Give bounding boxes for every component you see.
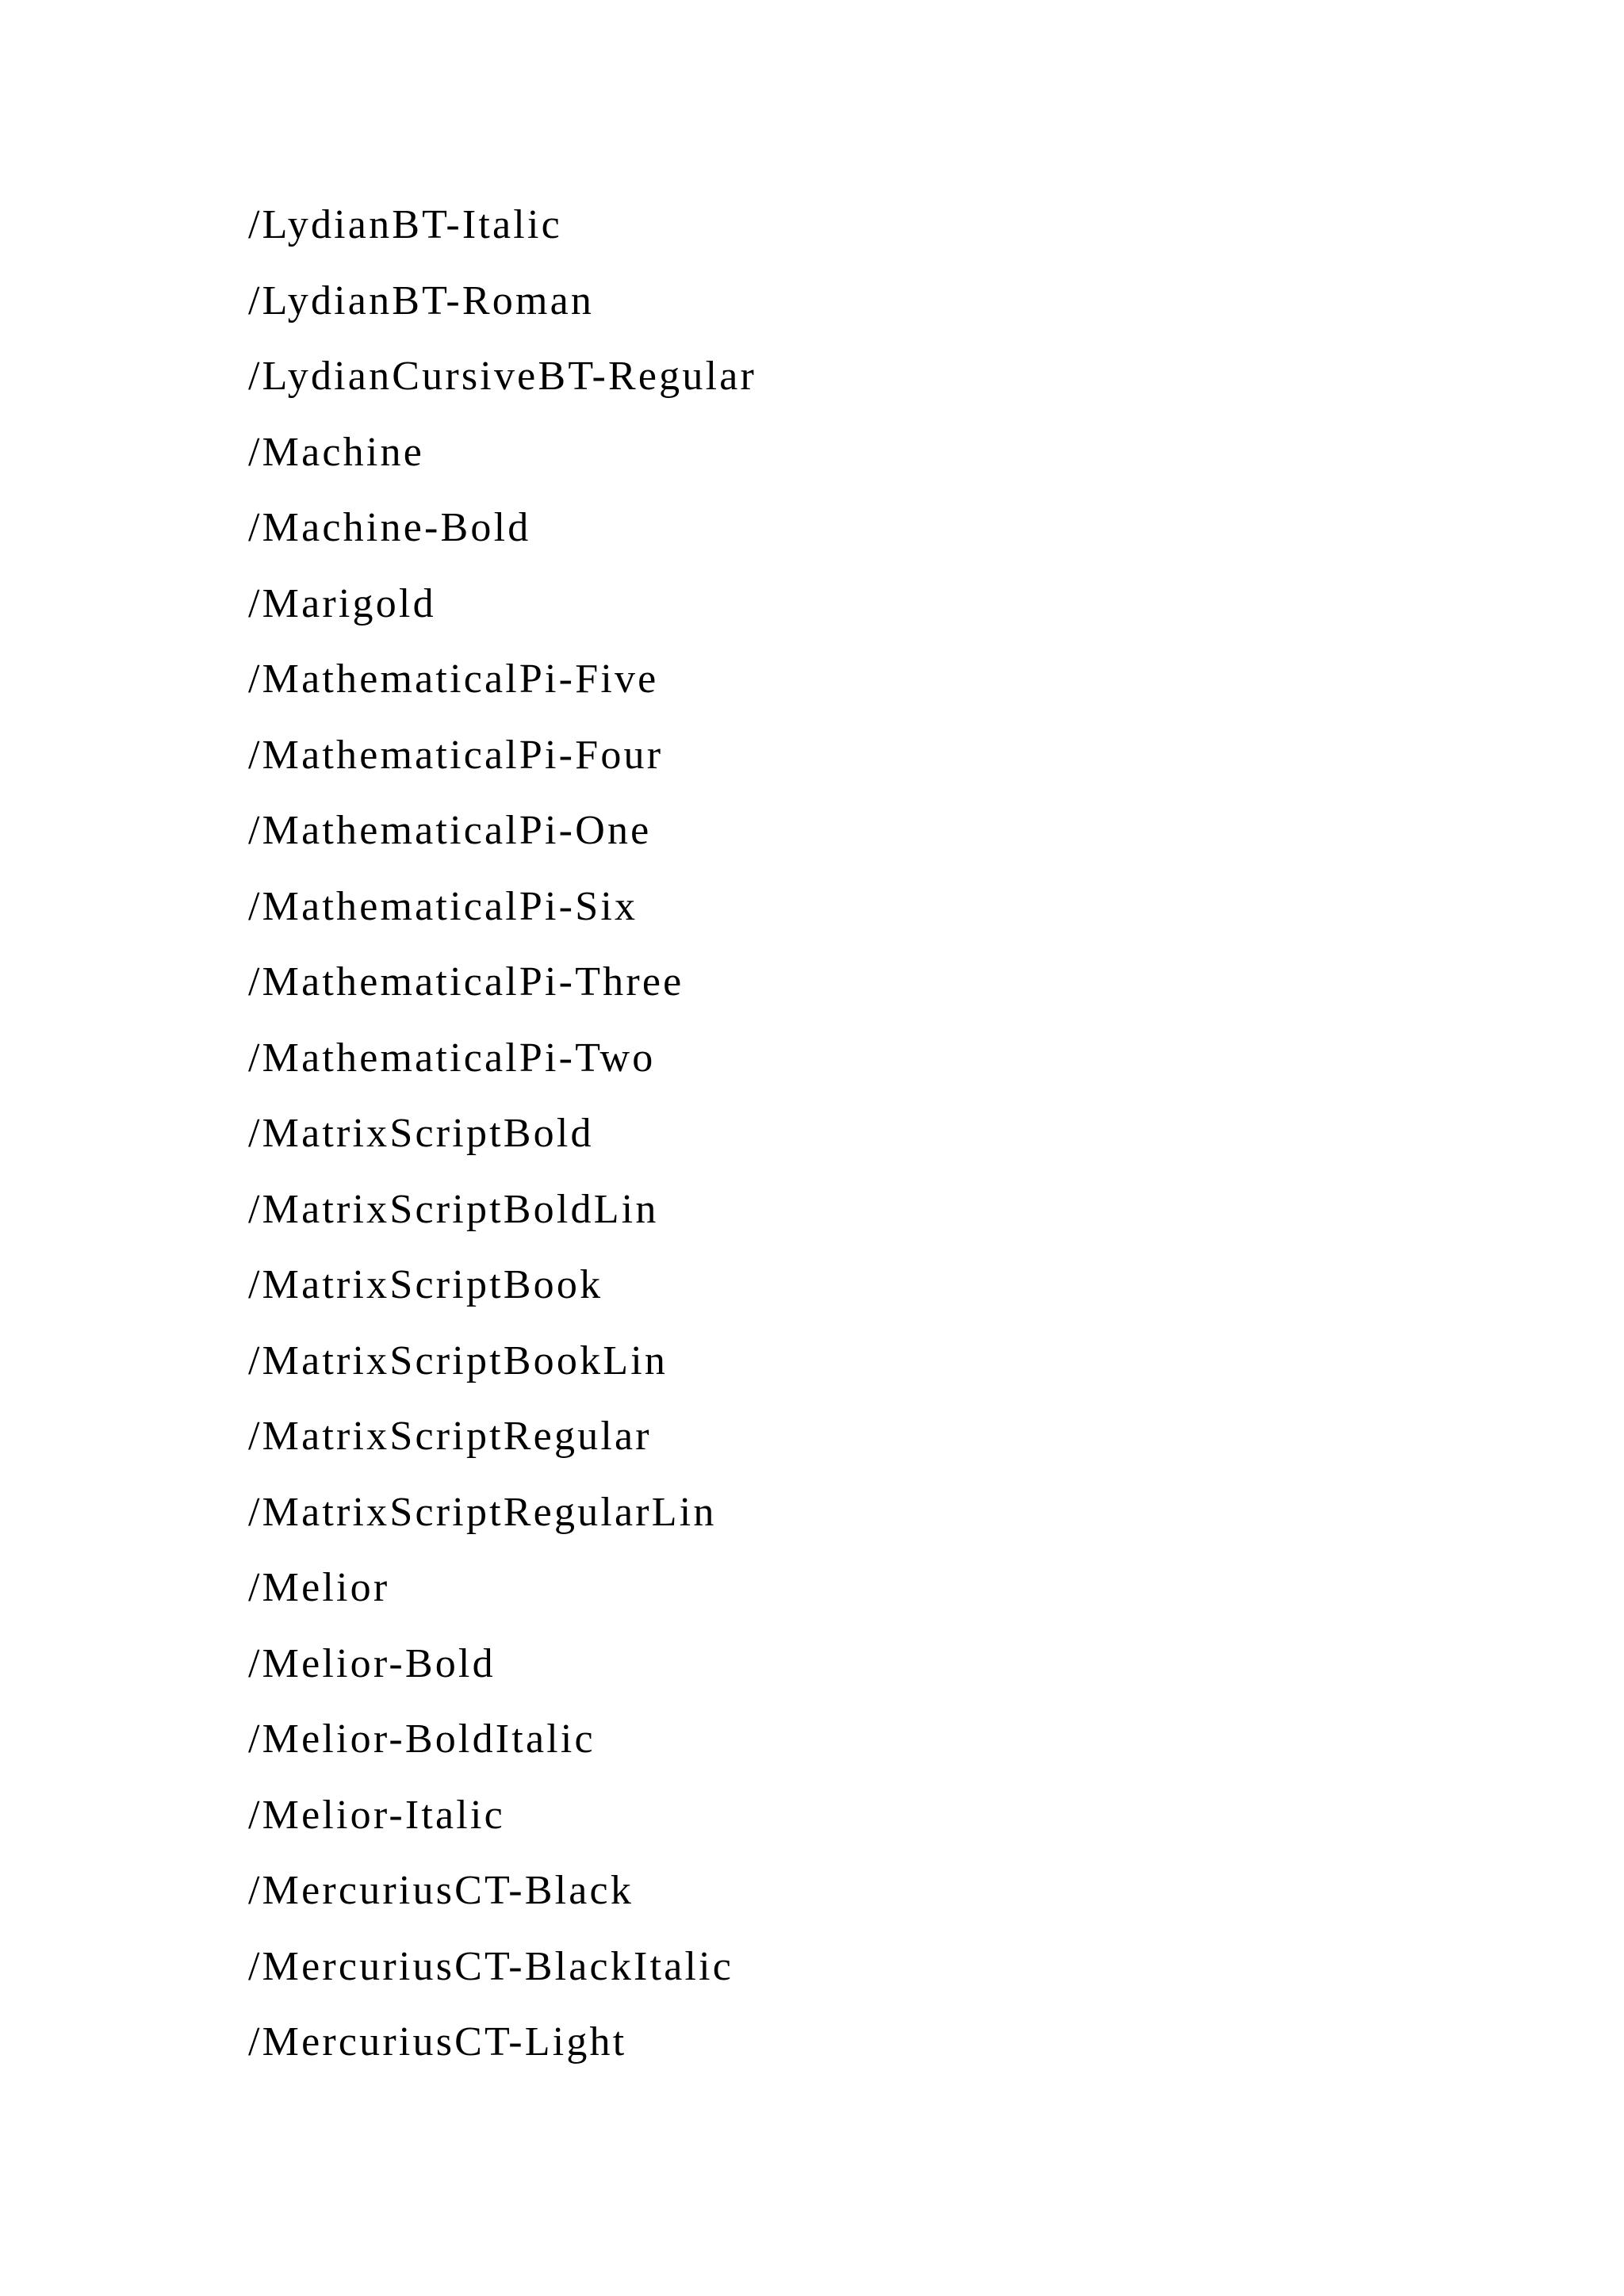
list-item: /MatrixScriptBold — [248, 1111, 594, 1156]
list-item: /MercuriusCT-BlackItalic — [248, 1943, 734, 1989]
list-item: /LydianBT-Italic — [248, 202, 562, 247]
list-item: /MatrixScriptBoldLin — [248, 1186, 659, 1232]
list-item: /MatrixScriptBookLin — [248, 1337, 668, 1383]
list-item: /LydianCursiveBT-Regular — [248, 354, 757, 399]
list-item: /MathematicalPi-Six — [248, 883, 638, 929]
list-item: /MatrixScriptBook — [248, 1262, 603, 1307]
list-item: /MathematicalPi-Four — [248, 732, 664, 778]
list-item: /MercuriusCT-Black — [248, 1868, 634, 1913]
list-item: /MathematicalPi-Five — [248, 656, 659, 702]
list-item: /MatrixScriptRegular — [248, 1414, 652, 1459]
list-item: /Melior-Bold — [248, 1640, 496, 1686]
list-item: /Melior-Italic — [248, 1792, 505, 1838]
font-name-list — [248, 187, 756, 2080]
list-item: /MathematicalPi-One — [248, 808, 652, 853]
list-item: /Melior-BoldItalic — [248, 1716, 596, 1762]
list-item: /MathematicalPi-Three — [248, 959, 684, 1004]
list-item: /Melior — [248, 1565, 390, 1610]
list-item: /MathematicalPi-Two — [248, 1035, 656, 1081]
list-item: /Marigold — [248, 580, 436, 626]
list-item: /MercuriusCT-Light — [248, 2019, 627, 2064]
list-item: /Machine-Bold — [248, 505, 531, 550]
list-item: /Machine — [248, 429, 424, 475]
list-item: /LydianBT-Roman — [248, 277, 595, 323]
list-item: /MatrixScriptRegularLin — [248, 1489, 717, 1535]
